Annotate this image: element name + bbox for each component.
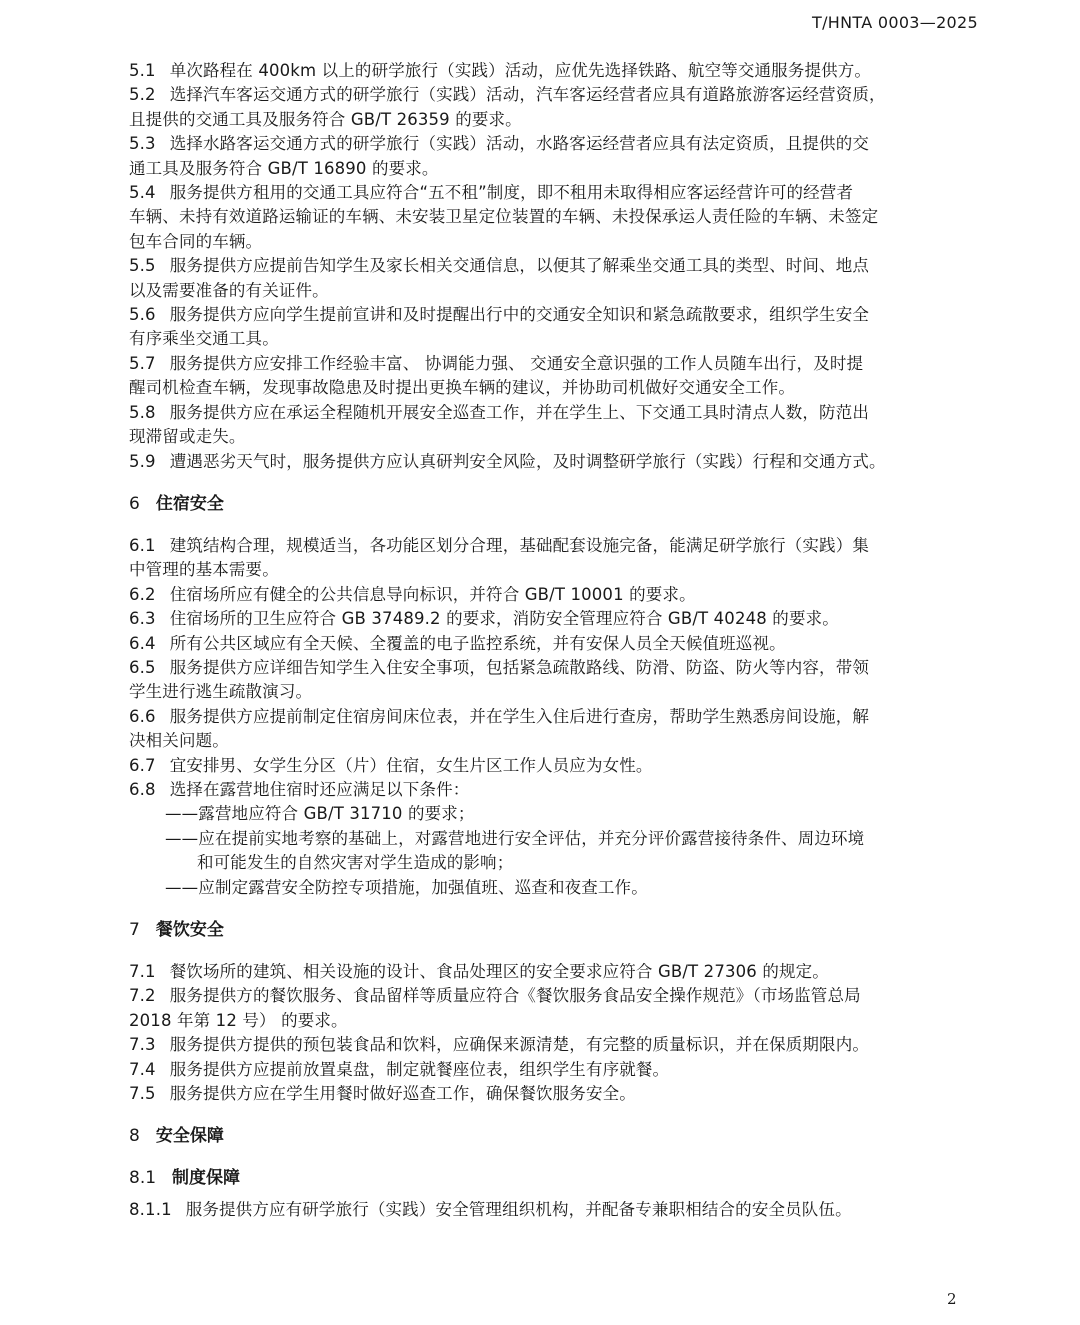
clause-number: 8 [129,1126,140,1147]
clause-continuation [129,558,979,582]
clause [129,960,979,984]
clause-text: 所有公共区域应有全天候、全覆盖的电子监控系统，并有安保人员全天候值班巡视。 [169,633,786,653]
clause-text: 服务提供方应在承运全程随机开展安全巡查工作，并在学生上、下交通工具时清点人数，防范出 [169,402,870,422]
clause-number: 7.4 [129,1059,156,1079]
clause-text: 服务提供方应提前制定住宿房间床位表，并在学生入住后进行查房，帮助学生熟悉房间设施，解 [169,706,870,726]
clause-text: 住宿安全 [155,493,224,514]
clause-continuation [129,425,979,449]
clause-text: 2018 年第 12 号） 的要求。 [129,1010,348,1030]
document-body [129,59,979,1223]
clause-text: 服务提供方应提前告知学生及家长相关交通信息，以便其了解乘坐交通工具的类型、时间、地点 [169,256,870,276]
clause-number: 6.8 [129,779,156,799]
clause-text: ——应在提前实地考察的基础上，对露营地进行安全评估，并充分评价露营接待条件、周边环境 [165,828,865,848]
clause [129,352,979,376]
clause-number: 7.2 [129,986,156,1006]
clause-number: 5.3 [129,134,156,154]
clause-text: 以及需要准备的有关证件。 [129,280,329,300]
clause-text: 服务提供方提供的预包装食品和饮料，应确保来源清楚，有完整的质量标识，并在保质期限内。 [169,1035,870,1055]
clause-text: 服务提供方应安排工作经验丰富、 协调能力强、 交通安全意识强的工作人员随车出行，及时提 [169,353,864,373]
page-number: 2 [947,1290,957,1308]
clause-number: 7.5 [129,1084,156,1104]
list-item [129,802,979,826]
clause [129,583,979,607]
clause-number: 6.6 [129,706,156,726]
clause-text: 学生进行逃生疏散演习。 [129,682,313,702]
clause [129,656,979,680]
clause-number: 6 [129,493,140,514]
clause-continuation [129,1009,979,1033]
clause-number: 6.7 [129,755,156,775]
list-item [129,851,979,875]
clause [129,632,979,656]
section-heading [129,1124,979,1148]
clause-text: 服务提供方应向学生提前宣讲和及时提醒出行中的交通安全知识和紧急疏散要求，组织学生安全 [169,305,870,325]
clause-number: 6.1 [129,535,156,555]
standard-code: T/HNTA 0003—2025 [812,13,978,32]
clause [129,778,979,802]
clause-text: 住宿场所的卫生应符合 GB 37489.2 的要求，消防安全管理应符合 GB/T 40248 的要求。 [169,609,839,629]
clause-continuation [129,108,979,132]
clause-number: 6.4 [129,633,156,653]
clause-number: 5.9 [129,451,156,471]
clause-text: 餐饮安全 [155,920,224,940]
clause [129,1198,979,1222]
clause-number: 5.1 [129,61,156,80]
clause [129,401,979,425]
clause-text: 宜安排男、女学生分区（片）住宿，女生片区工作人员应为女性。 [169,755,653,775]
clause-continuation [129,729,979,753]
clause-text: 醒司机检查车辆，发现事故隐患及时提出更换车辆的建议，并协助司机做好交通安全工作。 [129,378,795,398]
clause-text: 遭遇恶劣天气时，服务提供方应认真研判安全风险，及时调整研学旅行（实践）行程和交通方式。 [169,451,886,471]
clause-text: 现滞留或走失。 [129,427,246,447]
section-heading [129,492,979,516]
clause-continuation [129,327,979,351]
clause [129,181,979,205]
clause-text: 住宿场所应有健全的公共信息导向标识，并符合 GB/T 10001 的要求。 [169,584,696,604]
clause-text: 安全保障 [155,1126,224,1147]
clause-continuation [129,376,979,400]
clause-text: 服务提供方应提前放置桌盘，制定就餐座位表，组织学生有序就餐。 [169,1059,670,1079]
clause [129,607,979,631]
clause-number: 7 [129,920,140,940]
clause-text: 包车合同的车辆。 [129,231,263,251]
section-heading [129,918,979,942]
clause-number: 7.3 [129,1035,156,1055]
clause [129,984,979,1008]
clause-number: 6.3 [129,609,156,629]
clause-continuation [129,230,979,254]
clause-text: 选择汽车客运交通方式的研学旅行（实践）活动，汽车客运经营者应具有道路旅游客运经营资质， [169,85,886,105]
clause [129,705,979,729]
clause-text: 中管理的基本需要。 [129,560,279,580]
clause-text: 建筑结构合理，规模适当，各功能区划分合理，基础配套设施完备，能满足研学旅行（实践）集 [169,535,870,555]
subsection-heading [129,1166,979,1190]
clause-number: 8.1 [129,1168,157,1189]
clause-text: 选择水路客运交通方式的研学旅行（实践）活动，水路客运经营者应具有法定资质，且提供的交 [169,134,870,154]
clause-text: 车辆、未持有效道路运输证的车辆、未安装卫星定位装置的车辆、未投保承运人责任险的车辆、未签定 [129,207,879,227]
list-item [129,827,979,851]
clause-number: 5.2 [129,85,156,105]
clause-continuation [129,680,979,704]
clause [129,450,979,474]
clause-number: 5.5 [129,256,156,276]
clause-number: 5.6 [129,305,156,325]
clause-number: 5.4 [129,183,156,203]
clause-text: 服务提供方租用的交通工具应符合“五不租”制度，即不租用未取得相应客运经营许可的经营者 [169,183,854,203]
clause-text: 单次路程在 400km 以上的研学旅行（实践）活动，应优先选择铁路、航空等交通服务提供方。 [169,61,872,80]
clause [129,534,979,558]
clause-number: 5.7 [129,353,156,373]
clause-text: 和可能发生的自然灾害对学生造成的影响； [197,853,514,873]
clause-text: 餐饮场所的建筑、相关设施的设计、食品处理区的安全要求应符合 GB/T 27306 的规定。 [169,962,829,981]
clause-number: 6.2 [129,584,156,604]
clause [129,132,979,156]
clause-text: 服务提供方的餐饮服务、食品留样等质量应符合《餐饮服务食品安全操作规范》（市场监管总局 [169,986,861,1006]
list-item [129,876,979,900]
clause-number: 8.1.1 [129,1200,172,1220]
clause-number: 7.1 [129,962,156,981]
clause-text: 有序乘坐交通工具。 [129,329,279,349]
clause-text: ——露营地应符合 GB/T 31710 的要求； [165,804,475,824]
clause-text: 选择在露营地住宿时还应满足以下条件： [169,779,470,799]
clause-continuation [129,205,979,229]
clause [129,1058,979,1082]
clause [129,1033,979,1057]
clause [129,83,979,107]
clause [129,59,979,83]
clause-text: ——应制定露营安全防控专项措施，加强值班、巡查和夜查工作。 [165,877,648,897]
clause [129,1082,979,1106]
clause-continuation [129,279,979,303]
clause-text: 且提供的交通工具及服务符合 GB/T 26359 的要求。 [129,109,522,129]
clause-continuation [129,157,979,181]
clause [129,254,979,278]
clause [129,754,979,778]
clause-text: 服务提供方应在学生用餐时做好巡查工作，确保餐饮服务安全。 [169,1084,636,1104]
clause-text: 通工具及服务符合 GB/T 16890 的要求。 [129,158,439,178]
clause-text: 服务提供方应有研学旅行（实践）安全管理组织机构，并配备专兼职相结合的安全员队伍。 [185,1200,852,1220]
clause-text: 制度保障 [172,1168,241,1189]
clause-number: 5.8 [129,402,156,422]
clause-number: 6.5 [129,657,156,677]
clause [129,303,979,327]
clause-text: 服务提供方应详细告知学生入住安全事项，包括紧急疏散路线、防滑、防盗、防火等内容，带领 [169,657,870,677]
clause-text: 决相关问题。 [129,731,229,751]
